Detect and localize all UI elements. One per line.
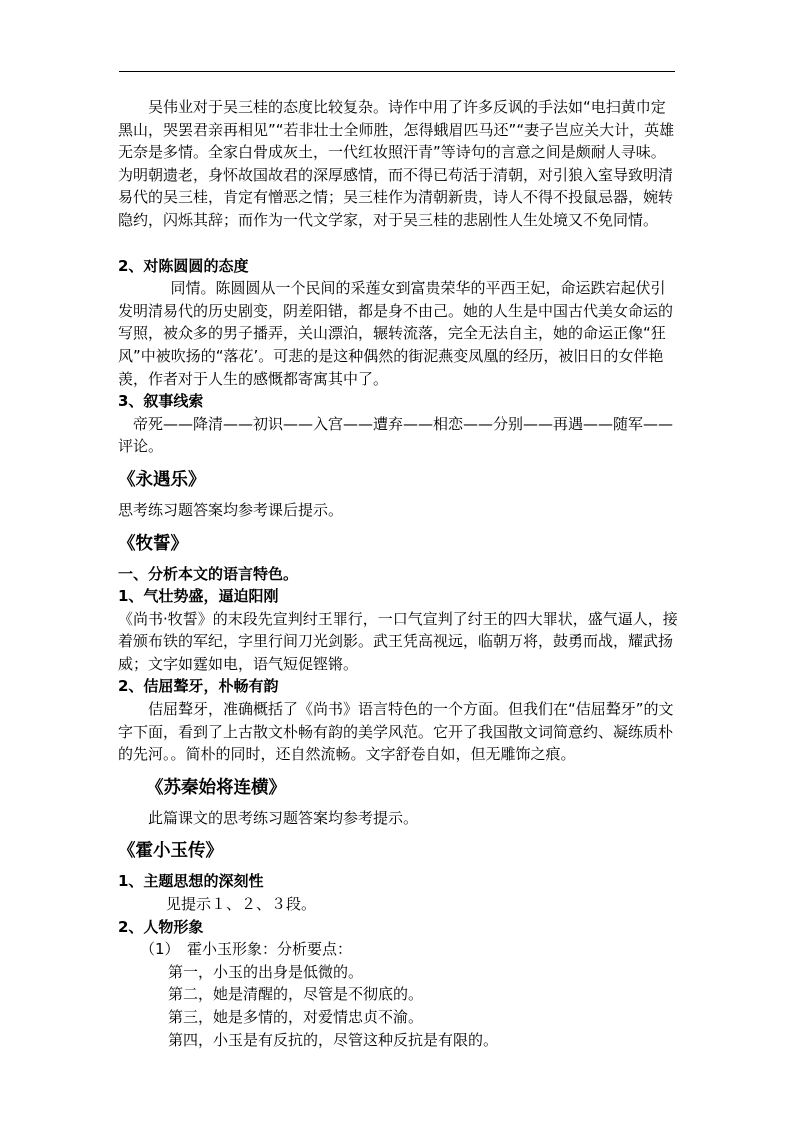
section-title-yongyule: 《永遇乐》 (118, 469, 206, 490)
list-item: 第一，小玉的出身是低微的。 (168, 962, 364, 981)
heading-language-features: 一、分析本文的语言特色。 (118, 564, 299, 583)
text-see-hints: 见提示１、２、３段。 (166, 895, 317, 914)
paragraph-chen-yuanyuan: 同情。陈圆圆从一个民间的采莲女到富贵荣华的平西王妃，命运跌宕起伏引发明清易代的历史剧变，阴差阳错，都是身不由己。她的人生是中国古代美女命运的写照，被众多的男子播弄，关山漂泊，辗转流落，完全无法自主，她的命运正像“狂风”中被吹扬的“落花’。可悲的是这种偶然的街泥燕变凤凰的经历，被旧日的女伴艳羡，作者对于人生的感慨都寄寓其中了。 (118, 279, 674, 388)
header-rule (119, 71, 675, 72)
paragraph-wu-sangui-attitude: 吴伟业对于吴三桂的态度比较复杂。诗作中用了许多反讽的手法如“电扫黄巾定黑山，哭罢君亲再相见”“若非壮士全师胜，怎得蛾眉匹马还”“妻子岂应关大计，英雄无奈是多情。全家白骨成灰土，一代红妆照汗青”等诗句的言意之间是颇耐人寻味。为明朝遗老，身怀故国故君的深厚感情，而不得已苟活于清朝，对引狼入室导致明清易代的吴三桂，肯定有憎恶之情；吴三桂作为清朝新贵，诗人不得不投鼠忌器，婉转隐约，闪烁其辞；而作为一代文学家，对于吴三桂的悲剧性人生处境又不免同情。 (118, 98, 675, 229)
heading-vigorous-style: 1、气壮势盛，逼迫阳刚 (118, 587, 279, 606)
document-body (118, 96, 678, 1051)
heading-archaic-style: 2、佶屈聱牙，朴畅有韵 (118, 677, 279, 696)
heading-character-image: 2、人物形象 (118, 917, 204, 936)
paragraph-archaic-style: 佶屈聱牙，准确概括了《尚书》语言特色的一个方面。但我们在“佶屈聱牙”的文字下面，看到了上古散文朴畅有韵的美学风范。它开了我国散文词简意约、凝练质朴的先河。。简朴的同时，还自然流畅。文字舒卷自如，但无雕饰之痕。 (118, 700, 674, 764)
section-text-suqin: 此篇课文的思考练习题答案均参考提示。 (148, 808, 419, 827)
section-title-mushi: 《牧誓》 (118, 533, 188, 554)
heading-chen-yuanyuan-attitude: 2、对陈圆圆的态度 (118, 256, 249, 275)
list-item: 第三，她是多情的，对爱情忠贞不渝。 (168, 1008, 424, 1026)
heading-narrative-clue: 3、叙事线索 (118, 392, 204, 411)
heading-theme-depth: 1、主题思想的深刻性 (118, 872, 264, 891)
item-huoxiaoyu-image: （1） 霍小玉形象：分析要点： (140, 940, 353, 959)
paragraph-vigorous-style: 《尚书·牧誓》的末段先宣判纣王罪行，一口气宣判了纣王的四大罪状，盛气逼人，接着颁布铁的军纪，字里行间刀光剑影。武王凭高视远，临朝万将，鼓勇而战，耀武扬威；文字如霆如电，语气短促铿锵。 (118, 609, 678, 673)
section-text-yongyule: 思考练习题答案均参考课后提示。 (118, 500, 344, 519)
section-title-suqin: 《苏秦始将连横》 (146, 777, 286, 798)
list-item: 第四，小玉是有反抗的，尽管这种反抗是有限的。 (168, 1030, 499, 1049)
section-title-huoxiaoyu: 《霍小玉传》 (118, 841, 223, 862)
paragraph-narrative-clue: 帝死——降清——初识——入宫——遭弃——相恋——分别——再遇——随军——评论。 (118, 414, 674, 456)
list-item: 第二，她是清醒的，尽管是不彻底的。 (168, 985, 424, 1004)
